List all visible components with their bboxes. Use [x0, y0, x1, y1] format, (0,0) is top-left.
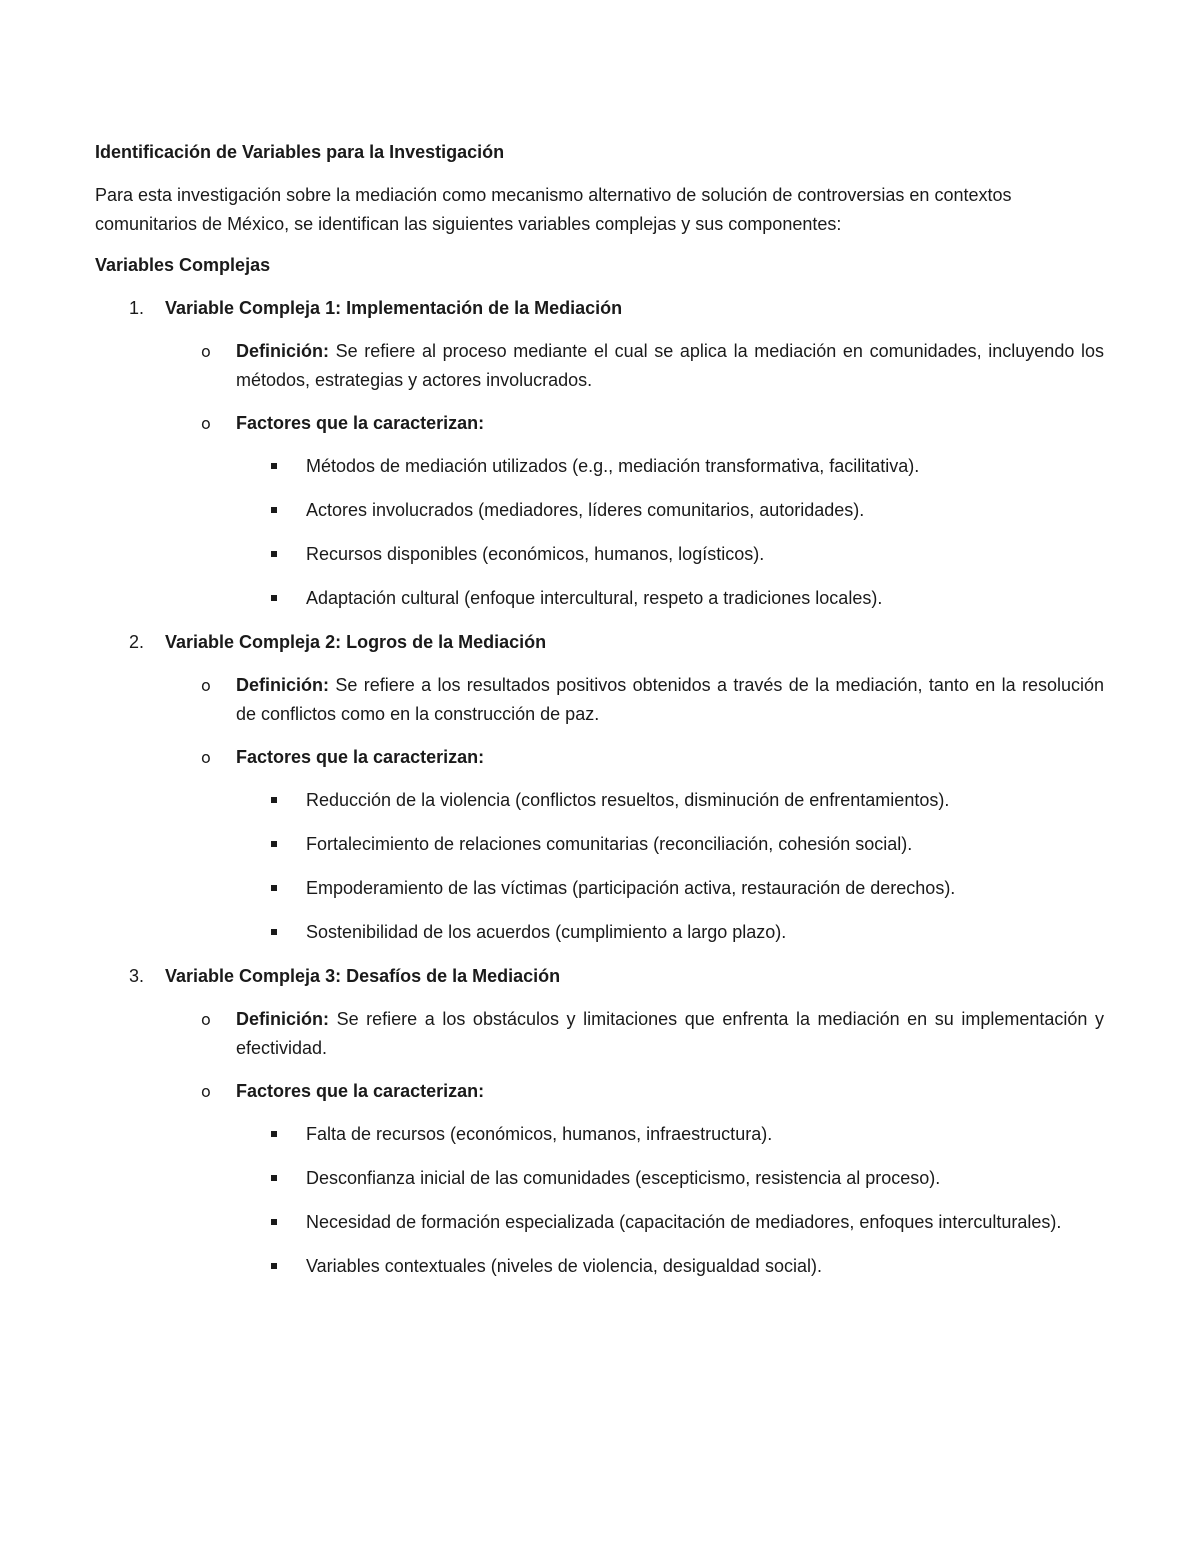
variable-heading	[95, 628, 1104, 657]
definition-item	[95, 671, 1104, 729]
factor-text: Falta de recursos (económicos, humanos, infraestructura).	[306, 1124, 773, 1144]
definition-text: Se refiere a los resultados positivos obtenidos a través de la mediación, tanto en la resolución de conflictos como en la construcción de paz.	[236, 675, 1104, 724]
variable-1	[95, 294, 1104, 613]
square-bullet-icon	[271, 463, 277, 469]
list-number: 1.	[129, 298, 145, 318]
definition-item	[95, 337, 1104, 395]
factor-item	[95, 452, 1104, 481]
factor-item	[95, 918, 1104, 947]
factor-item	[95, 1120, 1104, 1149]
list-number: 2.	[129, 632, 145, 652]
factor-item	[95, 540, 1104, 569]
variable-heading	[95, 294, 1104, 323]
hollow-bullet: o	[201, 414, 211, 433]
factors-label: Factores que la caracterizan:	[236, 1081, 485, 1101]
square-bullet-icon	[271, 797, 277, 803]
factor-text: Métodos de mediación utilizados (e.g., mediación transformativa, facilitativa).	[306, 456, 920, 476]
square-bullet-icon	[271, 551, 277, 557]
definition-item	[95, 1005, 1104, 1063]
factor-list	[95, 452, 1104, 613]
definition-text: Se refiere a los obstáculos y limitaciones que enfrenta la mediación en su implementación y efectividad.	[236, 1009, 1104, 1058]
definition-label: Definición:	[236, 675, 329, 695]
hollow-bullet: o	[201, 1082, 211, 1101]
factor-text: Actores involucrados (mediadores, líderes comunitarios, autoridades).	[306, 500, 865, 520]
document-page	[95, 138, 1104, 1296]
definition-text: Se refiere al proceso mediante el cual se aplica la mediación en comunidades, incluyendo los métodos, estrategias y actores involucrados.	[236, 341, 1104, 390]
hollow-bullet: o	[201, 748, 211, 767]
hollow-bullet: o	[201, 1010, 211, 1029]
variable-heading	[95, 962, 1104, 991]
factor-text: Reducción de la violencia (conflictos resueltos, disminución de enfrentamientos).	[306, 790, 950, 810]
factor-text: Sostenibilidad de los acuerdos (cumplimiento a largo plazo).	[306, 922, 787, 942]
factor-item	[95, 1208, 1104, 1237]
factors-item	[95, 409, 1104, 438]
factors-label: Factores que la caracterizan:	[236, 747, 485, 767]
factor-text: Recursos disponibles (económicos, humanos, logísticos).	[306, 544, 765, 564]
factor-text: Adaptación cultural (enfoque intercultural, respeto a tradiciones locales).	[306, 588, 883, 608]
variable-2	[95, 628, 1104, 947]
square-bullet-icon	[271, 507, 277, 513]
factor-item	[95, 830, 1104, 859]
variable-title: Variable Compleja 2: Logros de la Mediación	[165, 632, 547, 652]
definition-label: Definición:	[236, 341, 329, 361]
factor-item	[95, 496, 1104, 525]
variable-title: Variable Compleja 3: Desafíos de la Mediación	[165, 966, 561, 986]
square-bullet-icon	[271, 841, 277, 847]
square-bullet-icon	[271, 1175, 277, 1181]
square-bullet-icon	[271, 885, 277, 891]
intro-paragraph: Para esta investigación sobre la mediación como mecanismo alternativo de solución de controversias en contextos comunitarios de México, se identifican las siguientes variables complejas y sus componentes:	[95, 185, 1012, 234]
factor-item	[95, 1252, 1104, 1281]
factor-item	[95, 1164, 1104, 1193]
factor-text: Variables contextuales (niveles de violencia, desigualdad social).	[306, 1256, 822, 1276]
factor-text: Fortalecimiento de relaciones comunitarias (reconciliación, cohesión social).	[306, 834, 913, 854]
definition-label: Definición:	[236, 1009, 329, 1029]
square-bullet-icon	[271, 595, 277, 601]
factors-item	[95, 1077, 1104, 1106]
factor-text: Empoderamiento de las víctimas (participación activa, restauración de derechos).	[306, 878, 956, 898]
list-number: 3.	[129, 966, 145, 986]
factor-text: Desconfianza inicial de las comunidades (escepticismo, resistencia al proceso).	[306, 1168, 941, 1188]
variable-title: Variable Compleja 1: Implementación de la Mediación	[165, 298, 623, 318]
factors-item	[95, 743, 1104, 772]
hollow-bullet: o	[201, 676, 211, 695]
factor-item	[95, 874, 1104, 903]
square-bullet-icon	[271, 929, 277, 935]
factors-label: Factores que la caracterizan:	[236, 413, 485, 433]
factor-item	[95, 584, 1104, 613]
factor-item	[95, 786, 1104, 815]
document-title: Identificación de Variables para la Investigación	[95, 142, 505, 162]
hollow-bullet: o	[201, 342, 211, 361]
section-heading: Variables Complejas	[95, 255, 271, 275]
factor-list	[95, 786, 1104, 947]
square-bullet-icon	[271, 1131, 277, 1137]
square-bullet-icon	[271, 1263, 277, 1269]
square-bullet-icon	[271, 1219, 277, 1225]
factor-list	[95, 1120, 1104, 1281]
factor-text: Necesidad de formación especializada (capacitación de mediadores, enfoques interculturales).	[306, 1212, 1062, 1232]
variable-3	[95, 962, 1104, 1281]
